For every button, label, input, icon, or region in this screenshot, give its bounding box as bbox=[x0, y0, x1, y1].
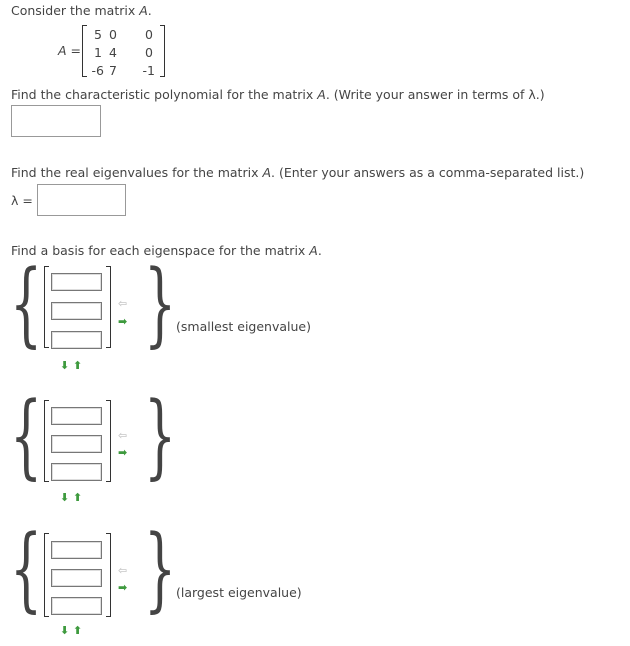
left-brace: { bbox=[10, 515, 43, 622]
eigenspace-block-3 bbox=[0, 515, 630, 643]
vector-left-bracket bbox=[44, 400, 49, 482]
matrix-cell: 7 bbox=[109, 63, 117, 78]
arrow-down-icon[interactable]: ⬇ bbox=[60, 491, 70, 504]
eigenspace-block-2 bbox=[0, 382, 630, 504]
question-eigenvalues: Find the real eigenvalues for the matrix A. (Enter your answers as a comma-separated list.) bbox=[11, 165, 585, 180]
right-brace: } bbox=[144, 515, 177, 622]
arrow-right-icon[interactable]: ➡ bbox=[118, 315, 128, 328]
basis-vector-entry-3[interactable] bbox=[51, 331, 102, 349]
vector-right-bracket bbox=[106, 400, 111, 482]
vector-right-bracket bbox=[106, 533, 111, 617]
basis-vector-entry-1[interactable] bbox=[51, 541, 102, 559]
vector-right-bracket bbox=[106, 266, 111, 348]
right-brace: } bbox=[144, 250, 177, 357]
question-characteristic-polynomial: Find the characteristic polynomial for the matrix A. (Write your answer in terms of λ.) bbox=[11, 87, 545, 102]
arrow-up-icon[interactable]: ⬆ bbox=[73, 359, 83, 372]
matrix-cell: 0 bbox=[145, 45, 153, 60]
matrix-cell: 5 bbox=[94, 27, 102, 42]
arrow-left-icon[interactable]: ⇦ bbox=[118, 297, 128, 310]
matrix-cell: 1 bbox=[94, 45, 102, 60]
basis-vector-entry-2[interactable] bbox=[51, 435, 102, 453]
basis-vector-entry-3[interactable] bbox=[51, 463, 102, 481]
basis-vector-entry-2[interactable] bbox=[51, 569, 102, 587]
matrix-a bbox=[58, 25, 168, 80]
matrix-cell: 0 bbox=[109, 27, 117, 42]
matrix-right-bracket bbox=[160, 25, 165, 77]
eigenvalues-input[interactable] bbox=[37, 184, 126, 216]
arrow-up-icon[interactable]: ⬆ bbox=[73, 491, 83, 504]
arrow-right-icon[interactable]: ➡ bbox=[118, 446, 128, 459]
matrix-cell: 4 bbox=[109, 45, 117, 60]
vector-left-bracket bbox=[44, 533, 49, 617]
arrow-left-icon[interactable]: ⇦ bbox=[118, 564, 128, 577]
vector-left-bracket bbox=[44, 266, 49, 348]
left-brace: { bbox=[10, 250, 43, 357]
eigenvalue-note: (smallest eigenvalue) bbox=[176, 319, 311, 334]
basis-vector-entry-1[interactable] bbox=[51, 407, 102, 425]
basis-vector-entry-2[interactable] bbox=[51, 302, 102, 320]
question-eigenspace-basis: Find a basis for each eigenspace for the matrix A. bbox=[11, 243, 322, 258]
arrow-down-icon[interactable]: ⬇ bbox=[60, 624, 70, 637]
characteristic-polynomial-input[interactable] bbox=[11, 105, 101, 137]
matrix-label: A = bbox=[58, 43, 81, 58]
lambda-label: λ = bbox=[11, 193, 33, 208]
basis-vector-entry-1[interactable] bbox=[51, 273, 102, 291]
matrix-cell: -1 bbox=[142, 63, 155, 78]
matrix-cell: -6 bbox=[91, 63, 104, 78]
arrow-up-icon[interactable]: ⬆ bbox=[73, 624, 83, 637]
left-brace: { bbox=[10, 382, 43, 489]
intro-text: Consider the matrix A. bbox=[11, 3, 152, 18]
matrix-cell: 0 bbox=[145, 27, 153, 42]
right-brace: } bbox=[144, 382, 177, 489]
arrow-down-icon[interactable]: ⬇ bbox=[60, 359, 70, 372]
basis-vector-entry-3[interactable] bbox=[51, 597, 102, 615]
eigenvalue-note: (largest eigenvalue) bbox=[176, 585, 302, 600]
matrix-left-bracket bbox=[82, 25, 87, 77]
arrow-left-icon[interactable]: ⇦ bbox=[118, 429, 128, 442]
arrow-right-icon[interactable]: ➡ bbox=[118, 581, 128, 594]
